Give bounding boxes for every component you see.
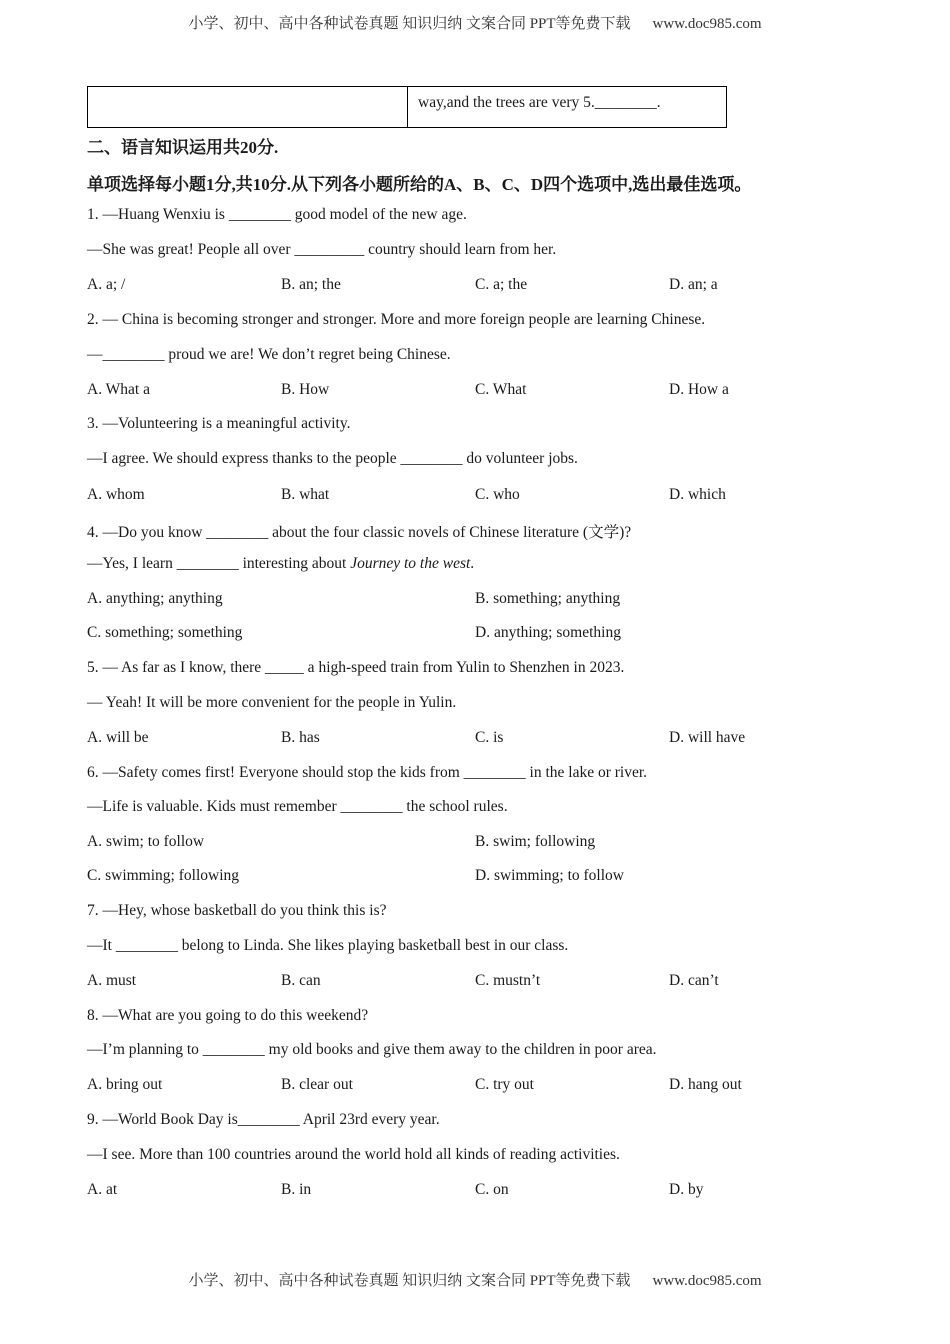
option-c[interactable]: C. try out: [475, 1076, 534, 1093]
option-b[interactable]: B. How: [281, 381, 330, 398]
header-text: 小学、初中、高中各种试卷真题 知识归纳 文案合同 PPT等免费下载: [188, 16, 631, 32]
question-4-line-2: [87, 555, 474, 573]
question-9-line-1: 9. —World Book Day is________ April 23rd every year.: [87, 1111, 440, 1128]
option-b[interactable]: B. an; the: [281, 276, 341, 293]
option-a[interactable]: A. bring out: [87, 1076, 163, 1093]
question-4-line-1: 4. —Do you know ________ about the four classic novels of Chinese literature (文学)?: [87, 524, 632, 541]
option-a[interactable]: A. a; /: [87, 276, 126, 293]
option-d[interactable]: D. which: [669, 486, 726, 503]
book-title: Journey to the west: [350, 555, 471, 572]
option-b[interactable]: B. something; anything: [475, 590, 621, 607]
table-cell-empty: [88, 87, 408, 127]
question-1-line-2: —She was great! People all over _________ country should learn from her.: [87, 241, 557, 258]
option-d[interactable]: D. hang out: [669, 1076, 742, 1093]
option-a[interactable]: A. whom: [87, 486, 145, 503]
question-1-line-1: 1. —Huang Wenxiu is ________ good model of the new age.: [87, 206, 467, 223]
option-b[interactable]: B. swim; following: [475, 833, 596, 850]
question-8-line-1: 8. —What are you going to do this weekend?: [87, 1007, 369, 1024]
section-title: 二、语言知识运用共20分.: [87, 138, 279, 157]
option-d[interactable]: D. can’t: [669, 972, 719, 989]
option-c[interactable]: C. is: [475, 729, 504, 746]
option-a[interactable]: A. at: [87, 1181, 118, 1198]
option-d[interactable]: D. How a: [669, 381, 729, 398]
header-url[interactable]: www.doc985.com: [652, 16, 762, 32]
option-d[interactable]: D. by: [669, 1181, 704, 1198]
option-a[interactable]: A. What a: [87, 381, 150, 398]
option-c[interactable]: C. something; something: [87, 624, 243, 641]
question-3-line-2: —I agree. We should express thanks to the people ________ do volunteer jobs.: [87, 450, 578, 467]
option-c[interactable]: C. who: [475, 486, 520, 503]
page-footer: [0, 1269, 950, 1290]
question-3-line-1: 3. —Volunteering is a meaningful activity.: [87, 415, 351, 432]
footer-url[interactable]: www.doc985.com: [652, 1273, 762, 1289]
option-d[interactable]: D. an; a: [669, 276, 718, 293]
question-5-line-2: — Yeah! It will be more convenient for the people in Yulin.: [87, 694, 457, 711]
footer-text: 小学、初中、高中各种试卷真题 知识归纳 文案合同 PPT等免费下载: [188, 1273, 631, 1289]
option-d[interactable]: D. swimming; to follow: [475, 867, 624, 884]
table-fragment: [87, 86, 727, 128]
question-9-line-2: —I see. More than 100 countries around the world hold all kinds of reading activities.: [87, 1146, 620, 1163]
option-b[interactable]: B. clear out: [281, 1076, 353, 1093]
question-5-line-1: 5. — As far as I know, there _____ a high-speed train from Yulin to Shenzhen in 2023.: [87, 659, 625, 676]
question-4-line-2-prefix: —Yes, I learn ________ interesting about: [87, 555, 351, 572]
option-b[interactable]: B. can: [281, 972, 321, 989]
option-c[interactable]: C. mustn’t: [475, 972, 541, 989]
option-d[interactable]: D. anything; something: [475, 624, 621, 641]
section-instruction: 单项选择每小题1分,共10分.从下列各小题所给的A、B、C、D四个选项中,选出最佳选项。: [87, 175, 752, 194]
option-b[interactable]: B. in: [281, 1181, 312, 1198]
question-4-line-2-suffix: .: [470, 555, 475, 572]
option-a[interactable]: A. must: [87, 972, 137, 989]
table-cell-text: way,and the trees are very 5.________.: [418, 94, 661, 111]
question-2-line-1: 2. — China is becoming stronger and stronger. More and more foreign people are learning Chinese.: [87, 311, 706, 328]
option-c[interactable]: C. on: [475, 1181, 509, 1198]
question-6-line-2: —Life is valuable. Kids must remember ________ the school rules.: [87, 798, 508, 815]
option-b[interactable]: B. what: [281, 486, 330, 503]
question-2-line-2: —________ proud we are! We don’t regret being Chinese.: [87, 346, 451, 363]
option-c[interactable]: C. What: [475, 381, 527, 398]
option-a[interactable]: A. will be: [87, 729, 149, 746]
option-c[interactable]: C. swimming; following: [87, 867, 239, 884]
question-8-line-2: —I’m planning to ________ my old books and give them away to the children in poor area.: [87, 1041, 657, 1058]
option-b[interactable]: B. has: [281, 729, 320, 746]
page-header: [0, 12, 950, 33]
question-7-line-2: —It ________ belong to Linda. She likes playing basketball best in our class.: [87, 937, 569, 954]
option-a[interactable]: A. swim; to follow: [87, 833, 205, 850]
option-a[interactable]: A. anything; anything: [87, 590, 223, 607]
option-c[interactable]: C. a; the: [475, 276, 528, 293]
question-6-line-1: 6. —Safety comes first! Everyone should stop the kids from ________ in the lake or river.: [87, 764, 648, 781]
question-7-line-1: 7. —Hey, whose basketball do you think this is?: [87, 902, 387, 919]
option-d[interactable]: D. will have: [669, 729, 746, 746]
